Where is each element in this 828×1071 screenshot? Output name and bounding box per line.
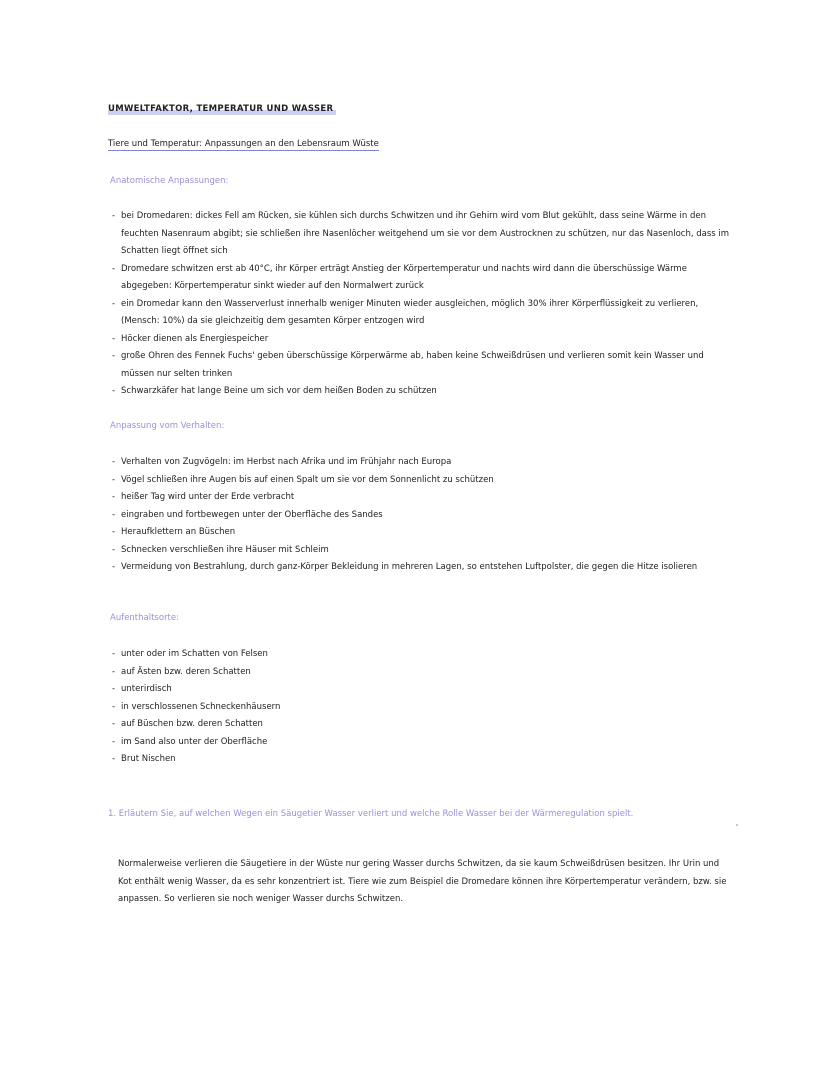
answer-text: Normalerweise verlieren die Säugetiere in der Wüste nur gering Wasser durchs Schwitzen, da sie kaum Schweißdrüsen besitzen. Ihr Urin und Kot enthält wenig Wasser, da es sehr konzentriert ist. Tiere wie zum Beispiel die Dromedare können ihre Körpertemperatur verändern, bzw. sie anpassen. So verlieren sie noch weniger Wasser durchs Schwitzen. bbox=[118, 859, 727, 904]
stray-dot bbox=[736, 824, 738, 826]
question-text: 1. Erläutern Sie, auf welchen Wegen ein Säugetier Wasser verliert und welche Rolle Wasser bei der Wärmeregulation spielt. bbox=[108, 809, 634, 819]
list-item: - auf Büschen bzw. deren Schatten bbox=[112, 716, 512, 734]
list-item: - große Ohren des Fennek Fuchs' geben überschüssige Körperwärme ab, haben keine Schweißdrüsen und verlieren somit kein Wasser und müssen nur selten trinken bbox=[112, 348, 730, 383]
list-item: - unter oder im Schatten von Felsen bbox=[112, 646, 512, 664]
list-item: - auf Ästen bzw. deren Schatten bbox=[112, 664, 512, 682]
list-item: - im Sand also unter der Oberfläche bbox=[112, 734, 512, 752]
list-item: - Schwarzkäfer hat lange Beine um sich vor dem heißen Boden zu schützen bbox=[112, 383, 730, 401]
list-item: - Brut Nischen bbox=[112, 751, 512, 769]
list-item: - bei Dromedaren: dickes Fell am Rücken, sie kühlen sich durchs Schwitzen und ihr Gehirn wird vom Blut gekühlt, dass seine Wärme in den feuchten Nasenraum abgibt; sie schließen ihre Nasenlöcher weitgehend um sie vor dem Austrocknen zu schützen, nur das Nasenloch, dass im Schatten liegt öffnet sich bbox=[112, 208, 730, 261]
behavior-list bbox=[112, 454, 712, 577]
list-item: - Höcker dienen als Energiespeicher bbox=[112, 331, 730, 349]
list-item: - eingraben und fortbewegen unter der Oberfläche des Sandes bbox=[112, 507, 712, 525]
list-item: - Vermeidung von Bestrahlung, durch ganz-Körper Bekleidung in mehreren Lagen, so entstehen Luftpolster, die gegen die Hitze isolieren bbox=[112, 559, 712, 577]
list-item: - Verhalten von Zugvögeln: im Herbst nach Afrika und im Frühjahr nach Europa bbox=[112, 454, 712, 472]
list-item: - unterirdisch bbox=[112, 681, 512, 699]
list-item: - Vögel schließen ihre Augen bis auf einen Spalt um sie vor dem Sonnenlicht zu schützen bbox=[112, 472, 712, 490]
section-heading-locations: Aufenthaltsorte: bbox=[110, 613, 179, 623]
list-item: - heißer Tag wird unter der Erde verbracht bbox=[112, 489, 712, 507]
page-title: UMWELTFAKTOR, TEMPERATUR UND WASSER bbox=[108, 104, 336, 115]
list-item: - Dromedare schwitzen erst ab 40°C, ihr Körper erträgt Anstieg der Körpertemperatur und nachts wird dann die überschüssige Wärme abgegeben: Körpertemperatur sinkt wieder auf den Normalwert zurück bbox=[112, 261, 730, 296]
list-item: - Schnecken verschließen ihre Häuser mit Schleim bbox=[112, 542, 712, 560]
page-subtitle: Tiere und Temperatur: Anpassungen an den Lebensraum Wüste bbox=[108, 139, 379, 149]
list-item: - Heraufklettern an Büschen bbox=[112, 524, 712, 542]
section-heading-behavior: Anpassung vom Verhalten: bbox=[110, 421, 225, 431]
list-item: - in verschlossenen Schneckenhäusern bbox=[112, 699, 512, 717]
list-item: - ein Dromedar kann den Wasserverlust innerhalb weniger Minuten wieder ausgleichen, möglich 30% ihrer Körperflüssigkeit zu verlieren, (Mensch: 10%) da sie gleichzeitig dem gesamten Körper entzogen wird bbox=[112, 296, 730, 331]
anatomy-list bbox=[112, 208, 730, 401]
locations-list bbox=[112, 646, 512, 769]
section-heading-anatomy: Anatomische Anpassungen: bbox=[110, 176, 229, 186]
